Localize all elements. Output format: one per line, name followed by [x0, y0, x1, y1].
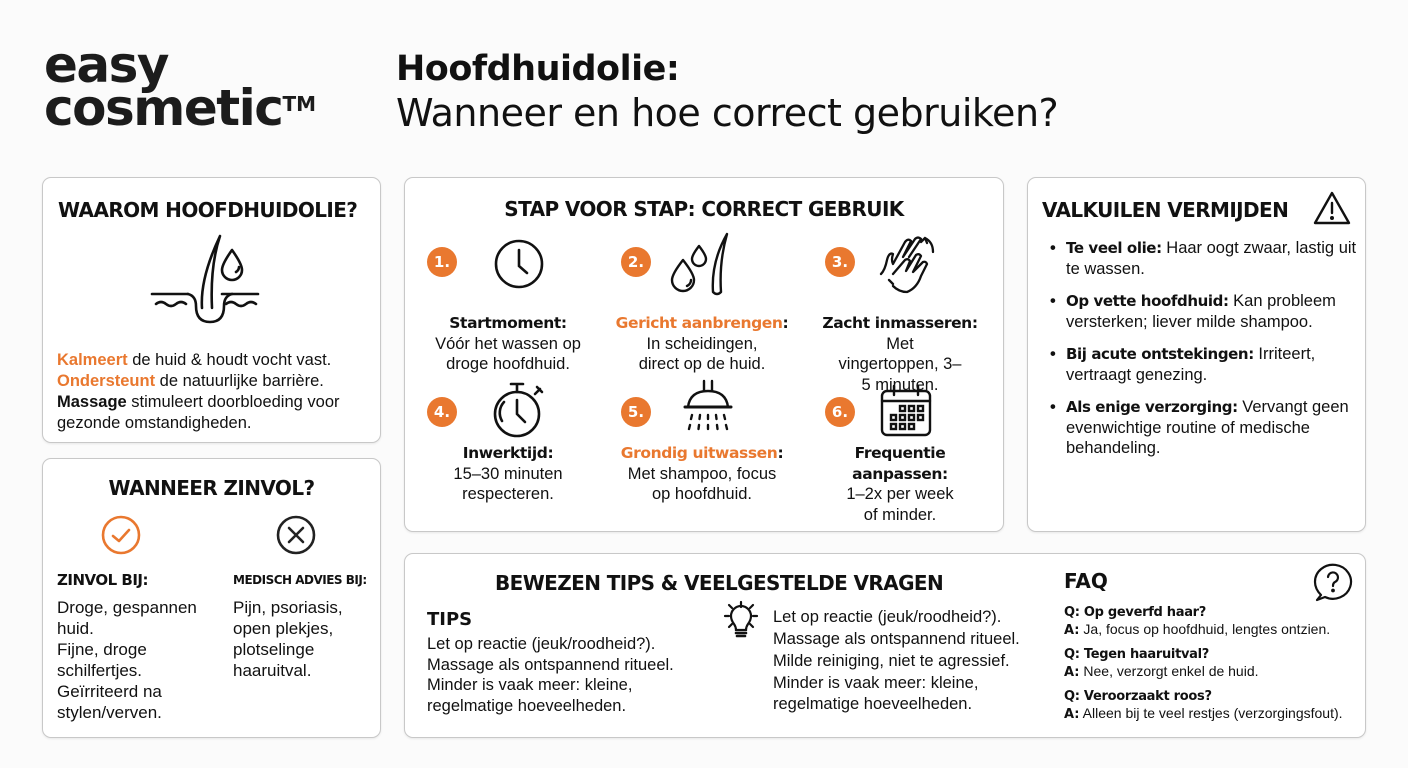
when-card: [42, 458, 381, 738]
step-title: Zacht inmasseren:: [822, 314, 978, 332]
tip-line: Minder is vaak meer: kleine,: [427, 676, 633, 694]
faq-question: Tegen haaruitval?: [1083, 647, 1210, 662]
tips-faq-card: [404, 553, 1366, 738]
steps-heading: STAP VOOR STAP: CORRECT GEBRUIK: [504, 197, 904, 221]
tips-column-2: [773, 607, 1020, 716]
why-strong-2: Ondersteunt: [57, 372, 156, 390]
brand-logo: [44, 36, 316, 137]
step-badge: 2.: [621, 247, 651, 277]
pitfall-strong: Te veel olie:: [1066, 239, 1162, 257]
step-title: Startmoment:: [449, 314, 567, 332]
pitfall-item: [1050, 397, 1360, 459]
pitfalls-heading: VALKUILEN VERMIJDEN: [1042, 198, 1289, 222]
step-title: Inwerktijd:: [462, 444, 554, 462]
why-rest-1: de huid & houdt vocht vast.: [127, 351, 332, 369]
useful-item: Droge, gespannen huid.: [57, 598, 197, 638]
tip-line: Let op reactie (jeuk/roodheid?).: [427, 635, 656, 653]
faq-answer: Ja, focus op hoofdhuid, lengtes ontzien.: [1083, 621, 1331, 637]
lightbulb-icon: [721, 600, 761, 642]
step-title: Gericht aanbrengen: [615, 314, 783, 332]
tip-line: Milde reiniging, niet te agressief.: [773, 652, 1010, 670]
tip-line: Massage als ontspannend ritueel.: [427, 655, 674, 674]
faq-item: [1064, 646, 1364, 681]
calendar-icon: [879, 383, 933, 437]
pitfall-rest: Kan probleem versterken; liever milde shampoo.: [1066, 292, 1336, 331]
q-prefix: Q:: [1064, 647, 1080, 662]
faq-question: Op geverfd haar?: [1083, 605, 1207, 620]
pitfall-item: [1050, 344, 1360, 385]
a-prefix: A:: [1064, 665, 1080, 680]
pitfalls-card: [1027, 177, 1366, 532]
shower-head-icon: [681, 379, 735, 439]
pitfall-item: [1050, 291, 1360, 332]
faq-heading: FAQ: [1064, 569, 1108, 593]
useful-item: Fijne, droge schilfertjes.: [57, 640, 147, 680]
q-prefix: Q:: [1064, 689, 1080, 704]
pitfall-rest: Vervangt geen evenwichtige routine of medische behandeling.: [1066, 398, 1349, 457]
step-badge: 4.: [427, 397, 457, 427]
step-text: Met vingertoppen, 3–5 minuten.: [838, 334, 962, 394]
hair-follicle-oil-drop-icon: [150, 234, 260, 329]
step-badge: 3.: [825, 247, 855, 277]
medical-label: MEDISCH ADVIES BIJ:: [233, 573, 367, 587]
x-circle-icon: [276, 515, 316, 555]
brand-line1: easy: [44, 36, 169, 94]
drops-hair-icon: [669, 232, 731, 298]
pitfall-item: [1050, 238, 1360, 279]
step-text: Vóór het wassen op droge hoofdhuid.: [435, 334, 581, 373]
step-badge: 5.: [621, 397, 651, 427]
tip-line: regelmatige hoeveelheden.: [773, 694, 973, 713]
page-title: [396, 48, 1058, 136]
tips-column-1: [427, 634, 674, 716]
pitfall-strong: Bij acute ontstekingen:: [1066, 345, 1254, 363]
pitfalls-list: [1050, 238, 1360, 471]
pitfall-strong: Als enige verzorging:: [1066, 398, 1238, 416]
brand-line2: cosmetic: [44, 79, 283, 137]
step-text: 1–2x per week of minder.: [846, 485, 954, 524]
why-card: [42, 177, 381, 443]
step-badge: 1.: [427, 247, 457, 277]
when-heading: WANNEER ZINVOL?: [108, 476, 315, 500]
pitfall-rest: Irriteert, vertraagt genezing.: [1066, 345, 1316, 384]
check-circle-icon: [101, 515, 141, 555]
faq-item: [1064, 604, 1364, 639]
question-bubble-icon: [1313, 562, 1353, 602]
tips-label: TIPS: [427, 609, 473, 630]
useful-item: Geïrriteerd na stylen/verven.: [57, 682, 162, 722]
title-line1: Hoofdhuidolie:: [396, 49, 680, 89]
massage-hands-icon: [875, 234, 937, 296]
medical-list: [233, 597, 358, 681]
q-prefix: Q:: [1064, 605, 1080, 620]
medical-item: Pijn, psoriasis, open plekjes, plotselinge haaruitval.: [233, 598, 343, 680]
tips-heading: BEWEZEN TIPS & VEELGESTELDE VRAGEN: [495, 571, 944, 595]
a-prefix: A:: [1064, 707, 1080, 722]
step-title: Grondig uitwassen: [620, 444, 778, 462]
why-text: [57, 350, 357, 434]
tip-line: Let op reactie (jeuk/roodheid?).: [773, 608, 1002, 626]
tip-line: Massage als ontspannend ritueel.: [773, 630, 1020, 648]
useful-list: [57, 597, 217, 723]
warning-triangle-icon: [1312, 190, 1352, 226]
step-text: 15–30 minuten respecteren.: [453, 464, 563, 503]
tip-line: Minder is vaak meer: kleine,: [773, 674, 979, 692]
a-prefix: A:: [1064, 623, 1080, 638]
useful-label: ZINVOL BIJ:: [57, 571, 148, 589]
why-rest-3: stimuleert doorbloeding voor gezonde omstandigheden.: [57, 393, 340, 432]
step-text: Met shampoo, focus op hoofdhuid.: [627, 464, 777, 503]
pitfall-rest: Haar oogt zwaar, lastig uit te wassen.: [1066, 239, 1357, 278]
why-rest-2: de natuurlijke barrière.: [155, 372, 324, 390]
steps-card: STAP VOOR STAP: CORRECT GEBRUIK 1. Startmoment: Vóór het wassen op droge hoofdhuid. 2. Gericht aanbrengen: In scheidingen, direct op de huid. 3. Zacht inmasseren: Met vingertoppen, 3–5 minuten. 4. Inwerktijd: 15–30 minuten respecteren. 5. Grondig uitwassen: Met shampoo, focus op hoofdhuid. 6. Frequentie aanpassen: 1–2x per week of minder.: [404, 177, 1004, 532]
title-line2: Wanneer en hoe correct gebruiken?: [396, 91, 1059, 135]
faq-answer: Nee, verzorgt enkel de huid.: [1083, 663, 1259, 679]
tip-line: regelmatige hoeveelheden.: [427, 696, 627, 715]
pitfall-strong: Op vette hoofdhuid:: [1066, 292, 1229, 310]
step-text: In scheidingen, direct op de huid.: [638, 334, 766, 373]
step-badge: 6.: [825, 397, 855, 427]
why-strong-3: Massage: [57, 393, 127, 411]
trademark: TM: [282, 92, 316, 116]
clock-icon: [493, 238, 545, 290]
why-strong-1: Kalmeert: [57, 351, 128, 369]
stopwatch-icon: [491, 381, 547, 439]
why-heading: WAAROM HOOFDHUIDOLIE?: [58, 198, 358, 222]
faq-answer: Alleen bij te veel restjes (verzorgingsfout).: [1082, 705, 1343, 721]
step-title: Frequentie aanpassen:: [852, 444, 948, 483]
faq-list: [1064, 604, 1364, 730]
faq-question: Veroorzaakt roos?: [1083, 689, 1212, 704]
faq-item: [1064, 688, 1364, 723]
